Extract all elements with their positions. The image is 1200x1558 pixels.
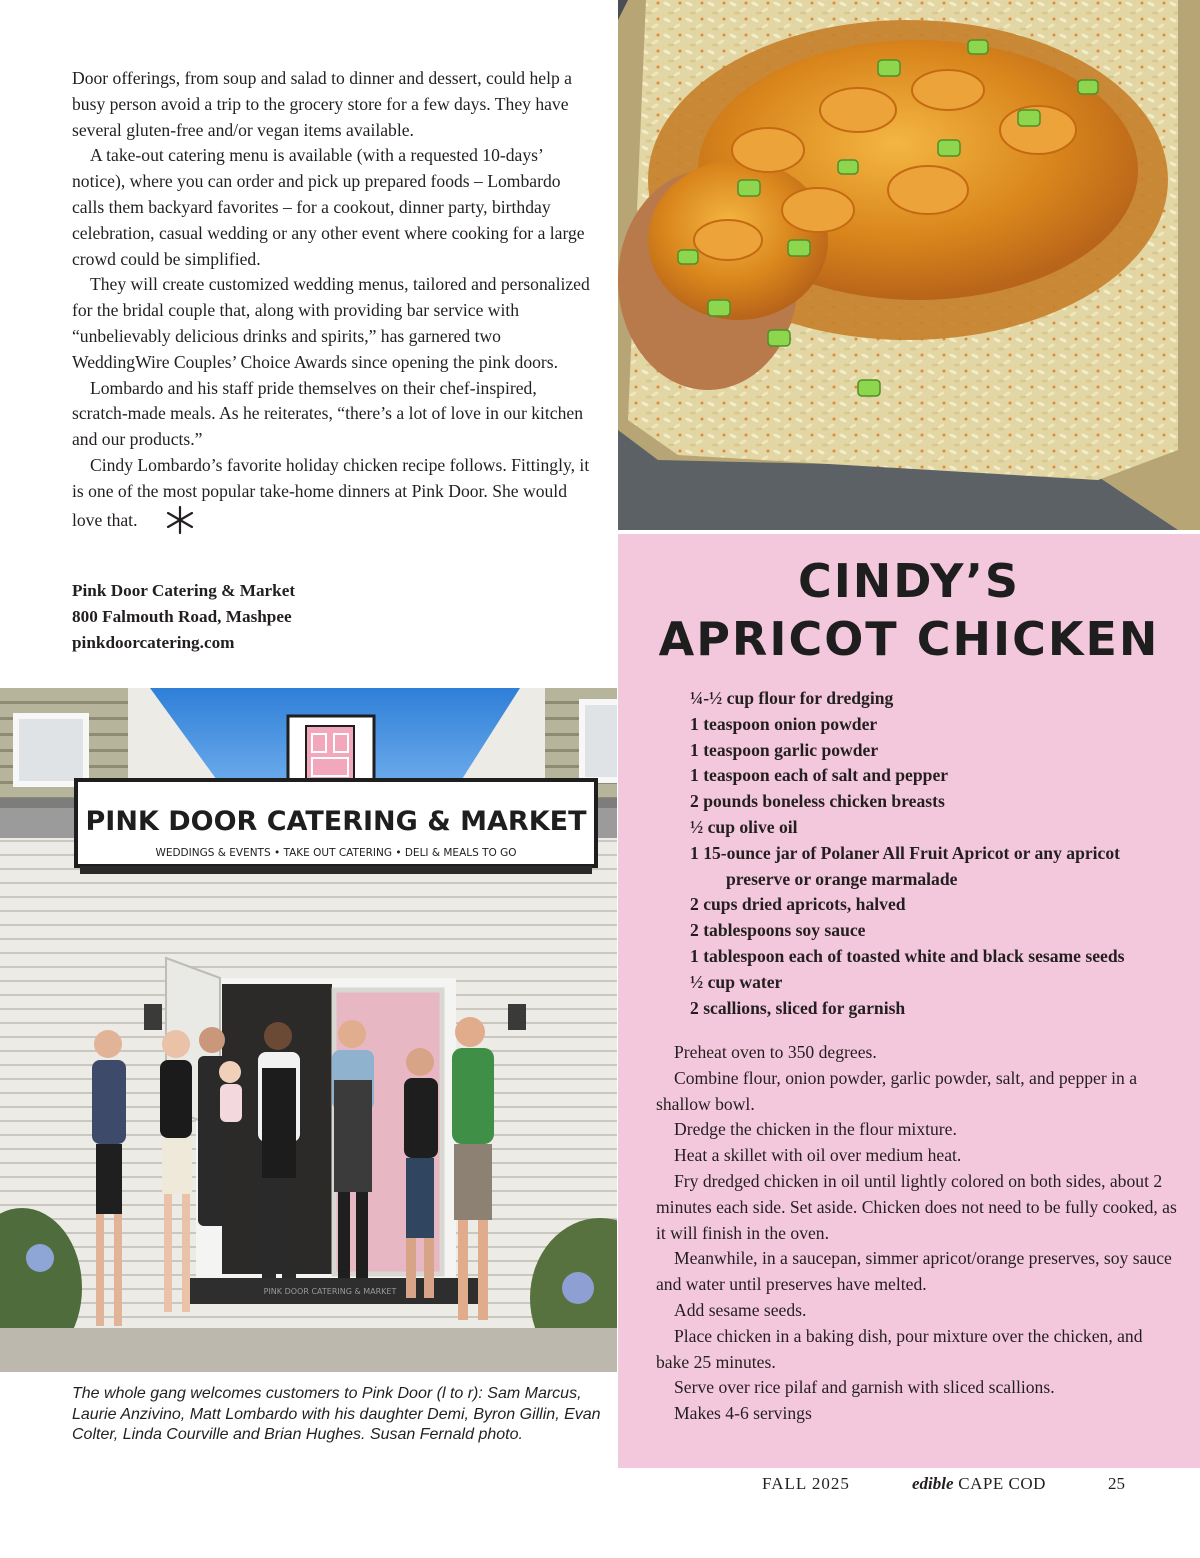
ingredient-item: 2 tablespoons soy sauce [690, 920, 866, 941]
article-paragraph: Lombardo and his staff pride themselves on their chef-inspired, scratch-made meals. As he reiterates, “there’s a lot of love in our kitchen and our products.” [72, 377, 583, 450]
instruction-step: Serve over rice pilaf and garnish with sliced scallions. [674, 1377, 1055, 1398]
ingredient-item: 1 15-ounce jar of Polaner All Fruit Apricot or any apricot preserve or orange marmalade [690, 842, 1121, 889]
instruction-step: Preheat oven to 350 degrees. [674, 1042, 877, 1062]
recipe-title-line: CINDY’S [797, 554, 1021, 608]
recipe-title [618, 552, 1200, 668]
ingredient-item: 1 tablespoon each of toasted white and black sesame seeds [690, 945, 1125, 966]
storefront-photo [0, 688, 617, 1372]
sign-main-text: PINK DOOR CATERING & MARKET [85, 806, 587, 837]
ingredient-item: ½ cup water [690, 971, 783, 992]
issue-season: FALL 2025 [762, 1474, 850, 1493]
apricot-chicken-photo [618, 0, 1200, 530]
recipe-instructions [656, 1040, 1180, 1427]
ingredient-item: 2 scallions, sliced for garnish [690, 997, 906, 1018]
page-number: 25 [1108, 1474, 1125, 1493]
magazine-name [912, 1474, 1046, 1494]
business-info [72, 578, 295, 656]
doormat-text: PINK DOOR CATERING & MARKET [263, 1287, 397, 1296]
ingredient-item: 1 teaspoon onion powder [690, 713, 878, 734]
magazine-name-rest: CAPE COD [953, 1474, 1046, 1493]
article-paragraph [72, 453, 592, 535]
ingredient-item: 1 teaspoon each of salt and pepper [690, 765, 949, 786]
ingredient-list [690, 686, 1170, 1021]
ingredient-item: 2 pounds boneless chicken breasts [690, 791, 945, 812]
instruction-step: Dredge the chicken in the flour mixture. [674, 1119, 957, 1140]
asterisk-star-icon [147, 505, 177, 535]
sign-sub-text: WEDDINGS & EVENTS • TAKE OUT CATERING • DELI & MEALS TO GO [155, 847, 517, 859]
business-website: pinkdoorcatering.com [72, 633, 235, 652]
article-paragraph: Door offerings, from soup and salad to dinner and dessert, could help a busy person avoid a trip to the grocery store for a few days. They have several gluten-free and/or vegan items available. [72, 68, 572, 140]
instruction-step: Heat a skillet with oil over medium heat. [674, 1145, 962, 1166]
instruction-step: Fry dredged chicken in oil until lightly colored on both sides, about 2 minutes each side. Set aside. Chicken does not need to be fully cooked, as it will finish in the oven. [656, 1170, 1177, 1243]
article-paragraph: They will create customized wedding menus, tailored and personalized for the bridal couple that, along with providing bar service with “unbelievably delicious drinks and spirits,” has garnered two WeddingWire Couples’ Choice Awards since opening the pink doors. [72, 274, 590, 372]
recipe-title-line: APRICOT CHICKEN [658, 612, 1160, 666]
instruction-step: Combine flour, onion powder, garlic powder, salt, and pepper in a shallow bowl. [656, 1067, 1138, 1114]
ingredient-item: ¼-½ cup flour for dredging [690, 688, 894, 708]
ingredient-item: 1 teaspoon garlic powder [690, 739, 879, 760]
article-paragraph: A take-out catering menu is available (with a requested 10-days’ notice), where you can order and pick up prepared foods – Lombardo calls them backyard favorites – for a cookout, dinner party, birthday celebration, casual wedding or any other event where cooking for a large crowd could be simplified. [72, 145, 585, 269]
ingredient-item: 2 cups dried apricots, halved [690, 894, 906, 915]
article-closing-text: Cindy Lombardo’s favorite holiday chicken recipe follows. Fittingly, it is one of the most popular take-home dinners at Pink Door. She would love that. [72, 454, 590, 530]
instruction-step: Meanwhile, in a saucepan, simmer apricot/orange preserves, soy sauce and water until preserves have melted. [656, 1248, 1172, 1295]
business-address: 800 Falmouth Road, Mashpee [72, 607, 292, 626]
photo-caption: The whole gang welcomes customers to Pink Door (l to r): Sam Marcus, Laurie Anzivino, Matt Lombardo with his daughter Demi, Byron Gillin, Evan Colter, Linda Courville and Brian Hughes. Susan Fernald photo. [72, 1385, 601, 1443]
article-body [72, 66, 592, 535]
magazine-name-italic: edible [912, 1474, 954, 1493]
ingredient-item: ½ cup olive oil [690, 816, 798, 837]
instruction-step: Makes 4-6 servings [674, 1403, 812, 1424]
instruction-step: Add sesame seeds. [674, 1299, 807, 1320]
business-name: Pink Door Catering & Market [72, 581, 296, 600]
recipe-panel [618, 534, 1200, 1468]
instruction-step: Place chicken in a baking dish, pour mixture over the chicken, and bake 25 minutes. [656, 1325, 1143, 1372]
